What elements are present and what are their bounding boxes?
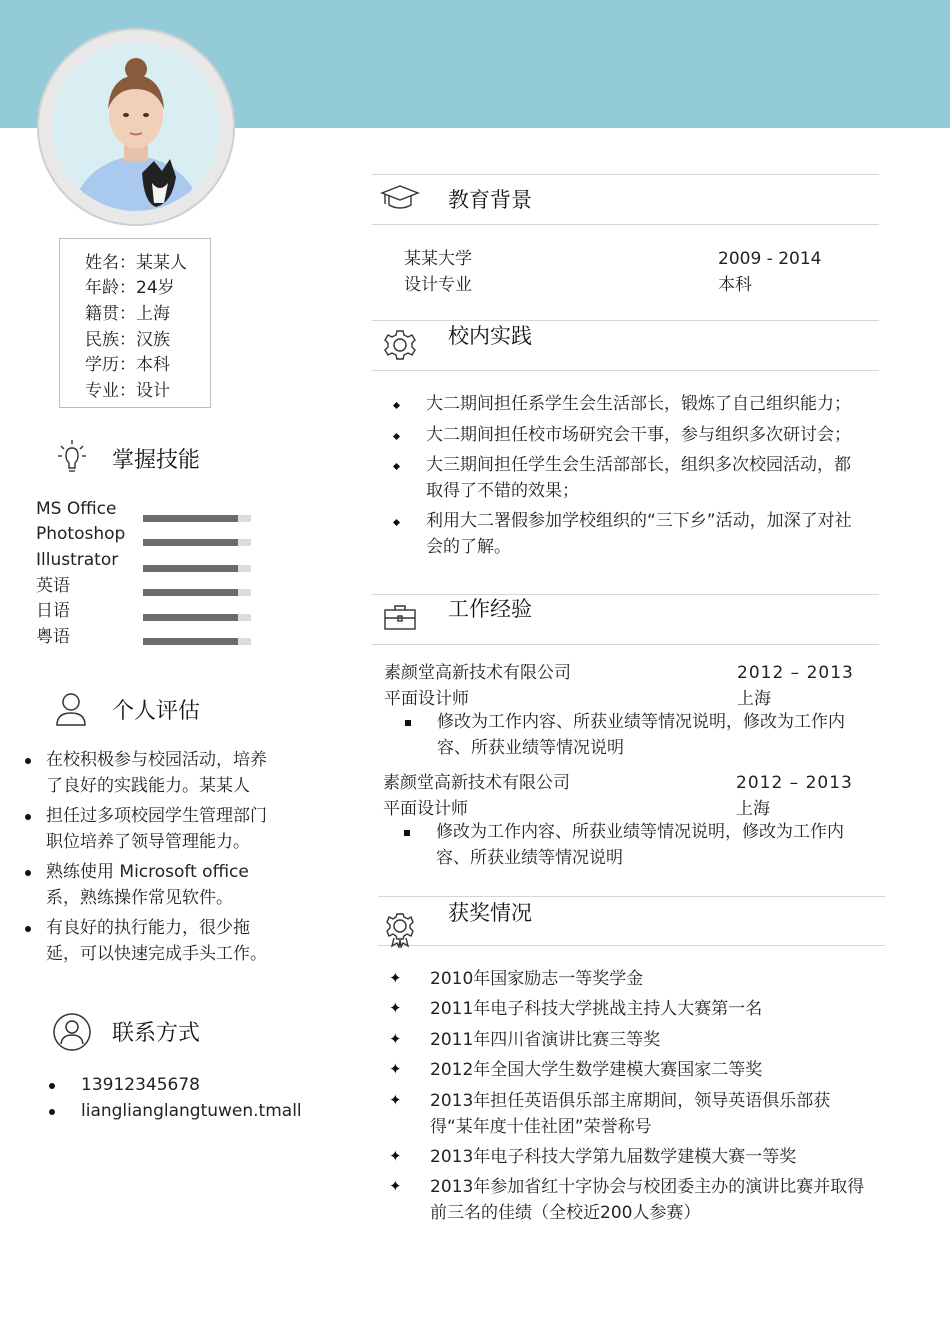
info-degree: 学历：本科 xyxy=(85,355,170,375)
bullet-diamond xyxy=(393,433,400,440)
job-desc: 修改为工作内容、所获业绩等情况说明，修改为工作内容、所获业绩等情况说明 xyxy=(437,712,845,758)
campus-heading: 校内实践 xyxy=(448,324,532,348)
info-origin: 籍贯：上海 xyxy=(85,304,170,324)
campus-item: 大二期间担任系学生会生活部长，锻炼了自己组织能力； xyxy=(426,394,851,414)
job-years: 2012 – 2013 xyxy=(736,773,853,793)
skill-name: 日语 xyxy=(36,601,70,621)
award-item: 2013年电子科技大学第九届数学建模大赛一等奖 xyxy=(430,1147,797,1167)
campus-item: 大二期间担任校市场研究会干事，参与组织多次研讨会； xyxy=(426,425,851,445)
skill-name: MS Office xyxy=(36,499,117,519)
self-eval-item: 在校积极参与校园活动，培养了良好的实践能力。某某人 xyxy=(46,750,267,796)
avatar xyxy=(52,43,220,211)
job-city: 上海 xyxy=(736,799,770,819)
section-rule xyxy=(378,945,885,946)
skill-bar xyxy=(143,565,251,572)
awards-heading: 获奖情况 xyxy=(448,901,532,925)
bullet-dot xyxy=(25,814,31,820)
info-ethnicity: 民族：汉族 xyxy=(85,330,170,350)
bullet-dot xyxy=(25,926,31,932)
campus-item: 利用大二署假参加学校组织的“三下乡”活动，加深了对社会的了解。 xyxy=(426,511,852,557)
education-heading: 教育背景 xyxy=(448,188,532,212)
skill-bar-fill xyxy=(143,614,238,621)
contact-phone[interactable]: 13912345678 xyxy=(81,1075,200,1095)
campus-item: 大三期间担任学生会生活部部长，组织多次校园活动，都取得了不错的效果； xyxy=(426,455,851,501)
self-eval-item: 担任过多项校园学生管理部门职位培养了领导管理能力。 xyxy=(46,806,267,852)
skill-bar xyxy=(143,539,251,546)
section-rule xyxy=(372,644,879,645)
section-rule xyxy=(378,896,885,897)
skill-name: Illustrator xyxy=(36,550,119,570)
bullet-diamond xyxy=(393,463,400,470)
education-years: 2009 - 2014 xyxy=(718,249,822,269)
bullet-diamond xyxy=(393,519,400,526)
skill-bar xyxy=(143,515,251,522)
contact-icon xyxy=(52,1012,92,1052)
education-school: 某某大学 xyxy=(404,249,472,269)
bullet-dot xyxy=(49,1083,55,1089)
star-icon: ✦ xyxy=(389,1030,402,1048)
award-item: 2011年电子科技大学挑战主持人大赛第一名 xyxy=(430,999,763,1019)
job-city: 上海 xyxy=(737,689,771,709)
section-rule xyxy=(372,320,879,321)
info-age: 年龄：24岁 xyxy=(85,278,175,298)
bullet-square xyxy=(405,720,411,726)
star-icon: ✦ xyxy=(389,1177,402,1195)
skill-bar-fill xyxy=(143,515,238,522)
gear-icon xyxy=(383,328,417,362)
job-years: 2012 – 2013 xyxy=(737,663,854,683)
section-rule xyxy=(372,594,879,595)
job-company: 素颜堂高新技术有限公司 xyxy=(383,773,570,793)
award-item: 2011年四川省演讲比赛三等奖 xyxy=(430,1030,661,1050)
skill-bar xyxy=(143,638,251,645)
section-rule xyxy=(372,224,879,225)
bullet-dot xyxy=(25,758,31,764)
bullet-square xyxy=(404,830,410,836)
skill-name: 英语 xyxy=(36,576,70,596)
skill-name: 粤语 xyxy=(36,627,70,647)
skill-bar-fill xyxy=(143,638,238,645)
info-major: 专业：设计 xyxy=(85,381,170,401)
skill-bar-fill xyxy=(143,539,238,546)
education-major: 设计专业 xyxy=(404,275,472,295)
personal-info-box xyxy=(59,238,211,408)
skills-heading: 掌握技能 xyxy=(112,448,201,473)
star-icon: ✦ xyxy=(389,999,402,1017)
graduation-cap-icon xyxy=(380,184,420,212)
skill-name: Photoshop xyxy=(36,524,126,544)
job-desc: 修改为工作内容、所获业绩等情况说明，修改为工作内容、所获业绩等情况说明 xyxy=(436,822,844,868)
contact-email[interactable]: lianglianglangtuwen.tmall xyxy=(81,1101,302,1121)
award-item: 2013年担任英语俱乐部主席期间，领导英语俱乐部获得“某年度十佳社团”荣誉称号 xyxy=(430,1091,831,1137)
self-eval-item: 有良好的执行能力，很少拖延，可以快速完成手头工作。 xyxy=(46,918,267,964)
skill-bar-fill xyxy=(143,565,238,572)
section-rule xyxy=(372,174,879,175)
skill-bar-fill xyxy=(143,589,238,596)
contact-heading: 联系方式 xyxy=(112,1021,201,1046)
section-rule xyxy=(372,370,879,371)
skill-bar xyxy=(143,614,251,621)
award-item: 2013年参加省红十字协会与校团委主办的演讲比赛并取得前三名的佳绩（全校近200人参赛） xyxy=(430,1177,865,1223)
info-name: 姓名：某某人 xyxy=(85,253,187,273)
star-icon: ✦ xyxy=(389,1147,402,1165)
star-icon: ✦ xyxy=(389,1060,402,1078)
bullet-diamond xyxy=(393,402,400,409)
self-eval-item: 熟练使用 Microsoft office 系，熟练操作常见软件。 xyxy=(46,862,249,908)
star-icon: ✦ xyxy=(389,1091,402,1109)
work-heading: 工作经验 xyxy=(448,597,532,621)
job-title: 平面设计师 xyxy=(384,689,469,709)
self-eval-heading: 个人评估 xyxy=(112,699,201,724)
user-icon xyxy=(54,691,88,727)
award-icon xyxy=(385,912,415,948)
lightbulb-icon xyxy=(52,438,92,478)
bullet-dot xyxy=(25,870,31,876)
education-degree: 本科 xyxy=(718,275,752,295)
skill-bar xyxy=(143,589,251,596)
job-title: 平面设计师 xyxy=(383,799,468,819)
bullet-dot xyxy=(49,1109,55,1115)
briefcase-icon xyxy=(383,603,417,631)
job-company: 素颜堂高新技术有限公司 xyxy=(384,663,571,683)
star-icon: ✦ xyxy=(389,969,402,987)
award-item: 2010年国家励志一等奖学金 xyxy=(430,969,644,989)
award-item: 2012年全国大学生数学建模大赛国家二等奖 xyxy=(430,1060,763,1080)
